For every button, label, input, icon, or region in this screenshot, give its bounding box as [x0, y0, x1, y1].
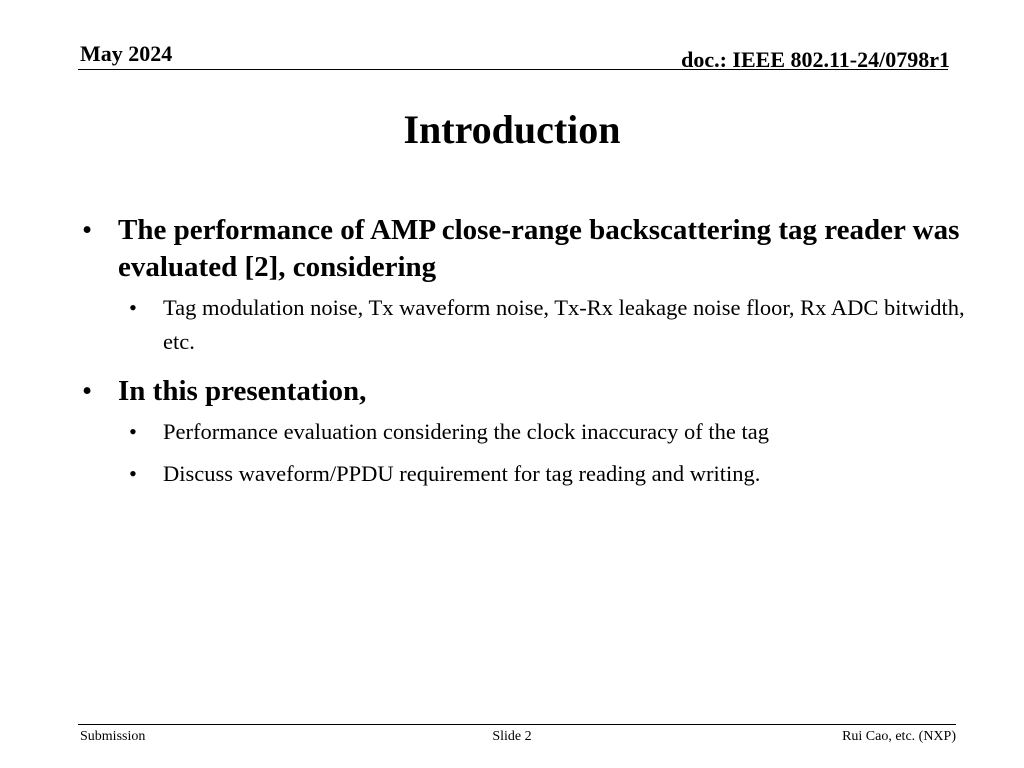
bullet-dot-icon: •: [129, 461, 137, 486]
slide-content: [80, 212, 980, 499]
footer-author: Rui Cao, etc. (NXP): [842, 729, 956, 744]
sub-bullet-noise-factors: [80, 291, 980, 359]
bullet-in-this-presentation: [80, 373, 980, 410]
footer-submission: Submission: [80, 729, 146, 744]
bullet-dot-icon: •: [82, 375, 93, 407]
footer-slide-number: Slide 2: [492, 729, 532, 744]
sub-bullet-waveform-requirement: [80, 457, 980, 491]
sub-bullet-text: Tag modulation noise, Tx waveform noise, Tx-Rx leakage noise floor, Rx ADC bitwidth, etc.: [163, 295, 965, 354]
bullet-dot-icon: •: [129, 419, 137, 444]
sub-bullet-clock-inaccuracy: [80, 415, 980, 449]
bullet-dot-icon: •: [82, 214, 93, 246]
header-divider: [78, 69, 948, 70]
bullet-text: In this presentation,: [118, 375, 367, 407]
bullet-dot-icon: •: [129, 295, 137, 320]
bullet-text: The performance of AMP close-range backscattering tag reader was evaluated [2], considering: [118, 214, 960, 283]
sub-bullet-text: Performance evaluation considering the clock inaccuracy of the tag: [163, 419, 769, 444]
header-document-id: doc.: IEEE 802.11-24/0798r1: [681, 47, 950, 72]
sub-bullet-text: Discuss waveform/PPDU requirement for tag reading and writing.: [163, 461, 761, 486]
slide-title: Introduction: [403, 107, 621, 152]
footer-divider: [78, 724, 956, 725]
header-date: May 2024: [80, 41, 173, 66]
bullet-performance-evaluated: [80, 212, 980, 286]
